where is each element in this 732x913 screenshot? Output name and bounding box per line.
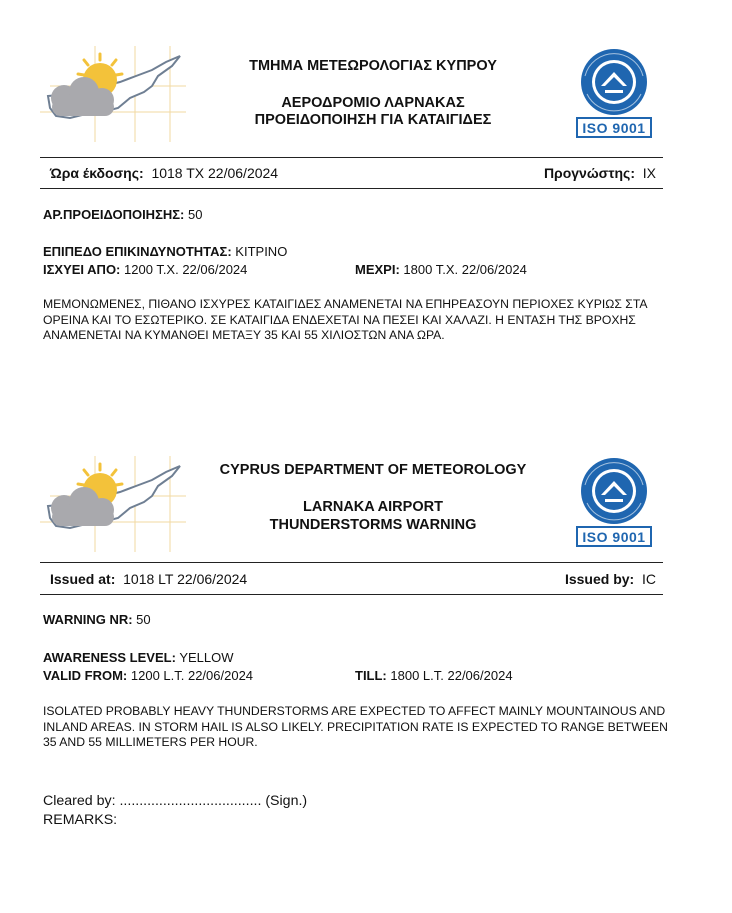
greek-valid-till-value: 1800 Τ.Χ. 22/06/2024 bbox=[403, 262, 527, 277]
english-awareness-level-label: AWARENESS LEVEL: bbox=[43, 650, 176, 665]
english-warning-number-label: WARNING NR: bbox=[43, 612, 133, 627]
english-valid-till-value: 1800 L.T. 22/06/2024 bbox=[390, 668, 513, 683]
greek-warning-number bbox=[43, 206, 202, 223]
english-valid-from bbox=[43, 667, 253, 684]
english-forecaster-row bbox=[565, 571, 656, 587]
cleared-by-line: Cleared by: .................................... (Sign.) bbox=[43, 793, 308, 809]
greek-forecaster-value: IX bbox=[642, 165, 656, 181]
english-forecaster-label: Issued by: bbox=[564, 571, 635, 587]
english-issued-label: Issued at: bbox=[50, 571, 116, 587]
greek-forecaster-row bbox=[544, 165, 656, 181]
english-valid-till-label: TILL: bbox=[355, 668, 387, 683]
english-valid-from-label: VALID FROM: bbox=[43, 668, 128, 683]
greek-org-title: ΤΜΗΜΑ ΜΕΤΕΩΡΟΛΟΓΙΑΣ ΚΥΠΡΟΥ bbox=[249, 58, 497, 74]
greek-warning-title: ΠΡΟΕΙΔΟΠΟΙΗΣΗ ΓΙΑ ΚΑΤΑΙΓΙΔΕΣ bbox=[254, 112, 492, 128]
greek-issued-row bbox=[50, 165, 278, 181]
english-awareness-level bbox=[43, 649, 234, 666]
iso-certification-logo bbox=[567, 46, 661, 142]
divider bbox=[40, 188, 663, 189]
iso-badge-label: ISO 9001 bbox=[582, 529, 646, 545]
english-org-title: CYPRUS DEPARTMENT OF METEOROLOGY bbox=[219, 462, 527, 478]
english-valid-from-value: 1200 L.T. 22/06/2024 bbox=[130, 668, 254, 683]
english-warning-number bbox=[43, 611, 151, 628]
divider bbox=[40, 562, 663, 563]
greek-awareness-level bbox=[43, 243, 287, 260]
greek-issued-value: 1018 ΤΧ 22/06/2024 bbox=[151, 165, 279, 181]
greek-issued-label: Ώρα έκδοσης: bbox=[50, 165, 144, 181]
greek-valid-from-label: ΙΣΧΥΕΙ ΑΠΟ: bbox=[43, 262, 121, 277]
greek-warning-text: ΜΕΜΟΝΩΜΕΝΕΣ, ΠΙΘΑΝΟ ΙΣΧΥΡΕΣ ΚΑΤΑΙΓΙΔΕΣ ΑΝΑΜΕΝΕΤΑΙ ΝΑ ΕΠΗΡΕΑΣΟΥΝ ΠΕΡΙΟΧΕΣ ΚΥΡΙΩΣ ΣΤΑ ΟΡΕΙΝΑ ΚΑΙ ΤΟ ΕΣΩΤΕΡΙΚΟ. ΣΕ ΚΑΤΑΙΓΙΔΑ ΕΝΔΕΧΕΤΑΙ ΝΑ ΠΕΣΕΙ ΚΑΙ ΧΑΛΑΖΙ. Η ΕΝΤΑΣΗ ΤΗΣ ΒΡΟΧΗΣ ΑΝΑΜΕΝΕΤΑΙ ΝΑ ΚΥΜΑΝΘΕΙ ΜΕΤΑΞΥ 35 ΚΑΙ 55 ΧΙΛΙΟΣΤΩΝ ΑΝΑ ΩΡΑ. bbox=[43, 297, 647, 342]
greek-awareness-level-label: ΕΠΙΠΕΔΟ ΕΠΙΚΙΝΔΥΝΟΤΗΤΑΣ: bbox=[43, 244, 232, 259]
greek-valid-from-value: 1200 Τ.Χ. 22/06/2024 bbox=[124, 262, 248, 277]
greek-valid-from bbox=[43, 261, 247, 278]
greek-warning-number-value: 50 bbox=[188, 207, 203, 222]
iso-certification-logo bbox=[567, 455, 661, 551]
english-awareness-level-value: YELLOW bbox=[179, 650, 234, 665]
greek-forecaster-label: Προγνώστης: bbox=[543, 165, 635, 181]
english-station-title: LARNAKA AIRPORT bbox=[303, 499, 443, 515]
department-logo bbox=[40, 456, 186, 552]
divider bbox=[40, 157, 663, 158]
english-forecaster-value: IC bbox=[642, 571, 656, 587]
greek-valid-till-label: ΜΕΧΡΙ: bbox=[355, 262, 400, 277]
greek-warning-number-label: ΑΡ.ΠΡΟΕΙΔΟΠΟΙΗΣΗΣ: bbox=[43, 207, 185, 222]
greek-awareness-level-value: ΚΙΤΡΙΝΟ bbox=[235, 244, 288, 259]
department-logo bbox=[40, 46, 186, 142]
english-issued-value: 1018 LT 22/06/2024 bbox=[123, 571, 248, 587]
greek-station-title: ΑΕΡΟΔΡΟΜΙΟ ΛΑΡΝΑΚΑΣ bbox=[281, 95, 465, 111]
iso-badge-label: ISO 9001 bbox=[582, 120, 646, 136]
english-issued-row bbox=[50, 571, 247, 587]
english-warning-title: THUNDERSTORMS WARNING bbox=[269, 517, 477, 533]
english-valid-till bbox=[355, 667, 513, 684]
english-warning-text: ISOLATED PROBABLY HEAVY THUNDERSTORMS ARE EXPECTED TO AFFECT MAINLY MOUNTAINOUS AND INLAND AREAS. IN STORM HAIL IS ALSO LIKELY. PRECIPITATION RATE IS EXPECTED TO RANGE BETWEEN 35 AND 55 MILLIMETERS PER HOUR. bbox=[43, 704, 668, 749]
english-warning-number-value: 50 bbox=[136, 612, 151, 627]
greek-valid-till bbox=[355, 261, 527, 278]
divider bbox=[40, 594, 663, 595]
remarks-label: REMARKS: bbox=[43, 812, 118, 828]
